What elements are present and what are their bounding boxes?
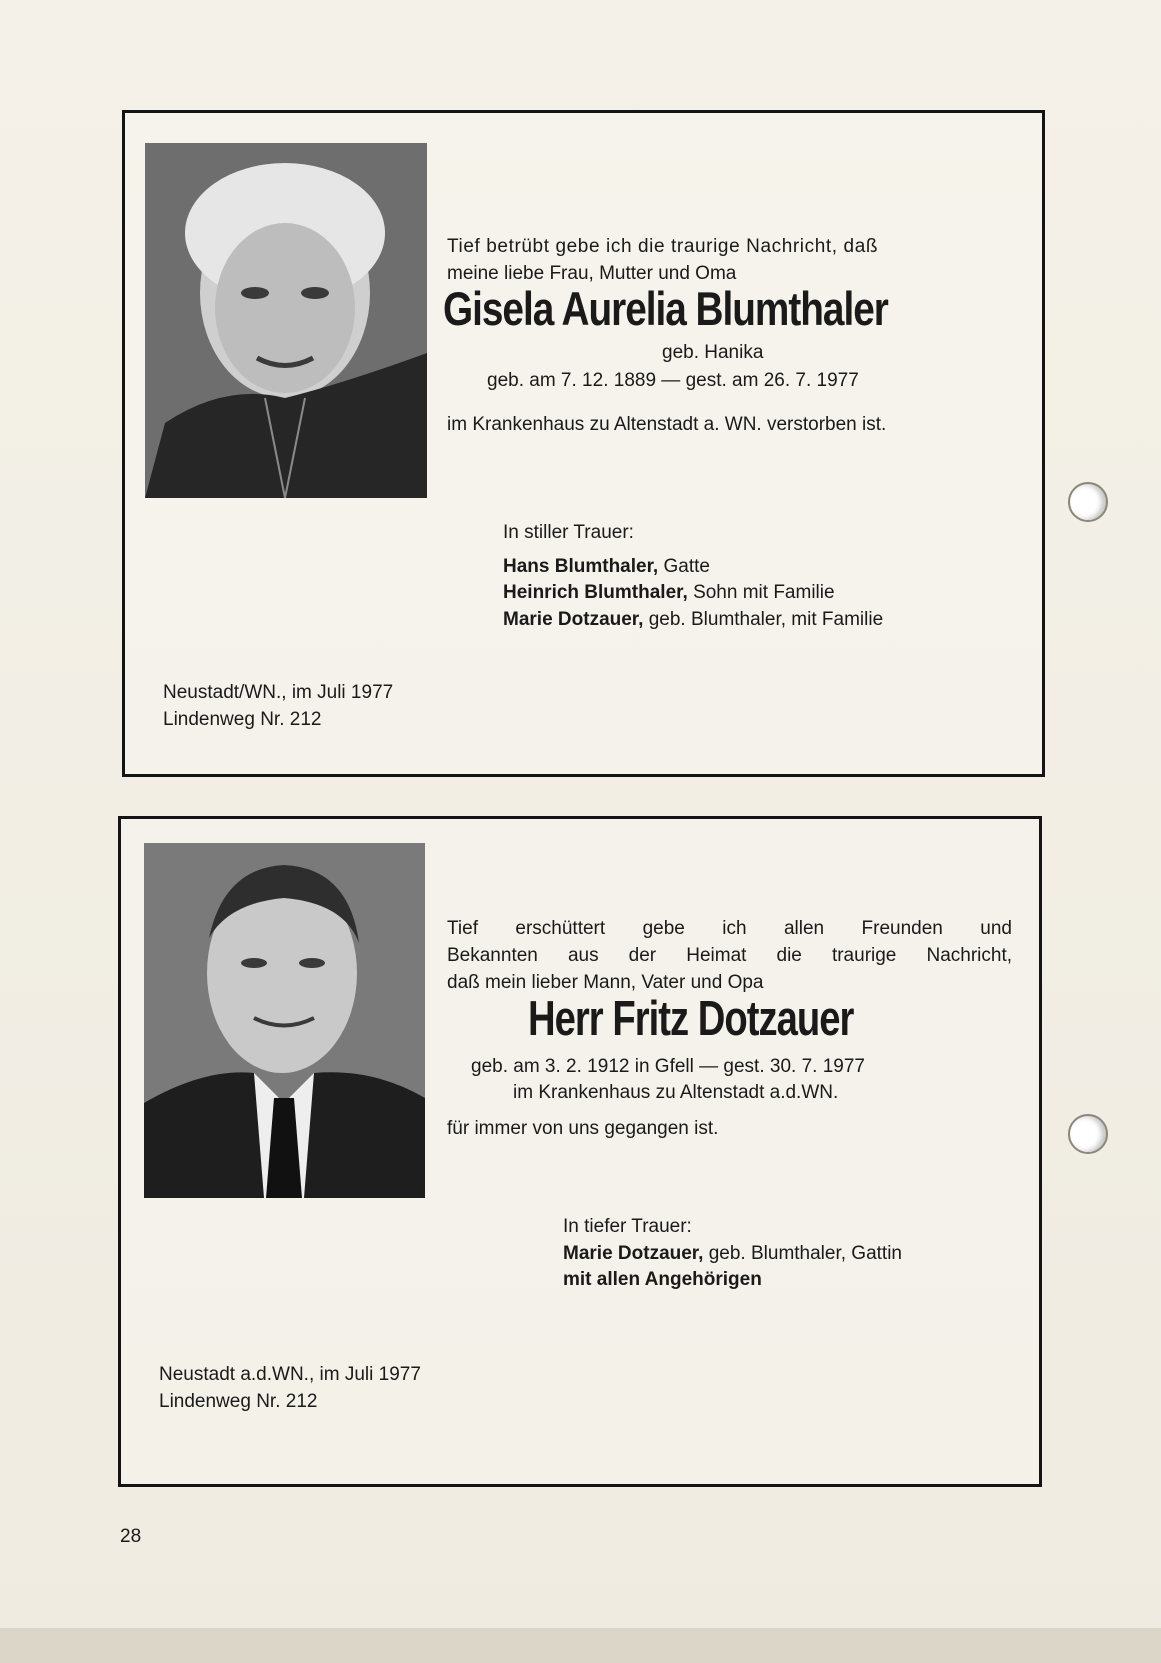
- closing-line: für immer von uns gegangen ist.: [447, 1118, 719, 1139]
- page-number: 28: [120, 1526, 142, 1547]
- obituary-notice-blumthaler: [122, 110, 1045, 777]
- mourner-relation: geb. Blumthaler, mit Familie: [648, 609, 884, 630]
- mourner-row: [503, 608, 883, 632]
- intro-line-3: daß mein lieber Mann, Vater und Opa: [447, 972, 764, 993]
- mourner-relation: Sohn mit Familie: [693, 582, 835, 603]
- obituary-notice-dotzauer: [118, 816, 1042, 1487]
- portrait-photo-woman: [145, 143, 427, 498]
- mourner-family: mit allen Angehörigen: [563, 1269, 762, 1290]
- portrait-photo-man: [144, 843, 425, 1198]
- mourning-label: In tiefer Trauer:: [563, 1216, 692, 1237]
- mourning-label: In stiller Trauer:: [503, 522, 634, 543]
- location-date: Neustadt/WN., im Juli 1977: [163, 682, 394, 703]
- location-date: Neustadt a.d.WN., im Juli 1977: [159, 1364, 421, 1385]
- mourner-name: Hans Blumthaler,: [503, 556, 659, 577]
- intro-line-2: Bekannten aus der Heimat die traurige Nachricht,: [447, 945, 1012, 966]
- maiden-name: geb. Hanika: [662, 342, 764, 363]
- intro-line-2: meine liebe Frau, Mutter und Oma: [447, 263, 737, 284]
- deceased-name: Gisela Aurelia Blumthaler: [443, 283, 888, 336]
- mourner-row: [503, 581, 835, 605]
- mourner-name: Heinrich Blumthaler,: [503, 582, 688, 603]
- address: Lindenweg Nr. 212: [159, 1391, 318, 1412]
- address: Lindenweg Nr. 212: [163, 709, 322, 730]
- mourner-relation: Gatte: [663, 556, 710, 577]
- mourner-row: [563, 1242, 902, 1266]
- punch-hole-bottom: [1068, 1114, 1108, 1154]
- death-place: im Krankenhaus zu Altenstadt a. WN. verstorben ist.: [447, 414, 887, 435]
- mourner-relation: geb. Blumthaler, Gattin: [708, 1243, 902, 1264]
- punch-hole-top: [1068, 482, 1108, 522]
- intro-line-1: Tief betrübt gebe ich die traurige Nachricht, daß: [447, 236, 879, 257]
- deceased-name: Herr Fritz Dotzauer: [528, 992, 854, 1046]
- intro-line-1: Tief erschüttert gebe ich allen Freunden und: [447, 918, 1012, 939]
- death-place: im Krankenhaus zu Altenstadt a.d.WN.: [513, 1082, 839, 1103]
- life-dates: geb. am 7. 12. 1889 — gest. am 26. 7. 1977: [487, 370, 859, 391]
- life-dates: geb. am 3. 2. 1912 in Gfell — gest. 30. 7. 1977: [471, 1056, 865, 1077]
- mourner-name: Marie Dotzauer,: [563, 1243, 704, 1264]
- mourner-row: [503, 555, 710, 579]
- mourner-name: Marie Dotzauer,: [503, 609, 644, 630]
- page-edge: [0, 1628, 1161, 1663]
